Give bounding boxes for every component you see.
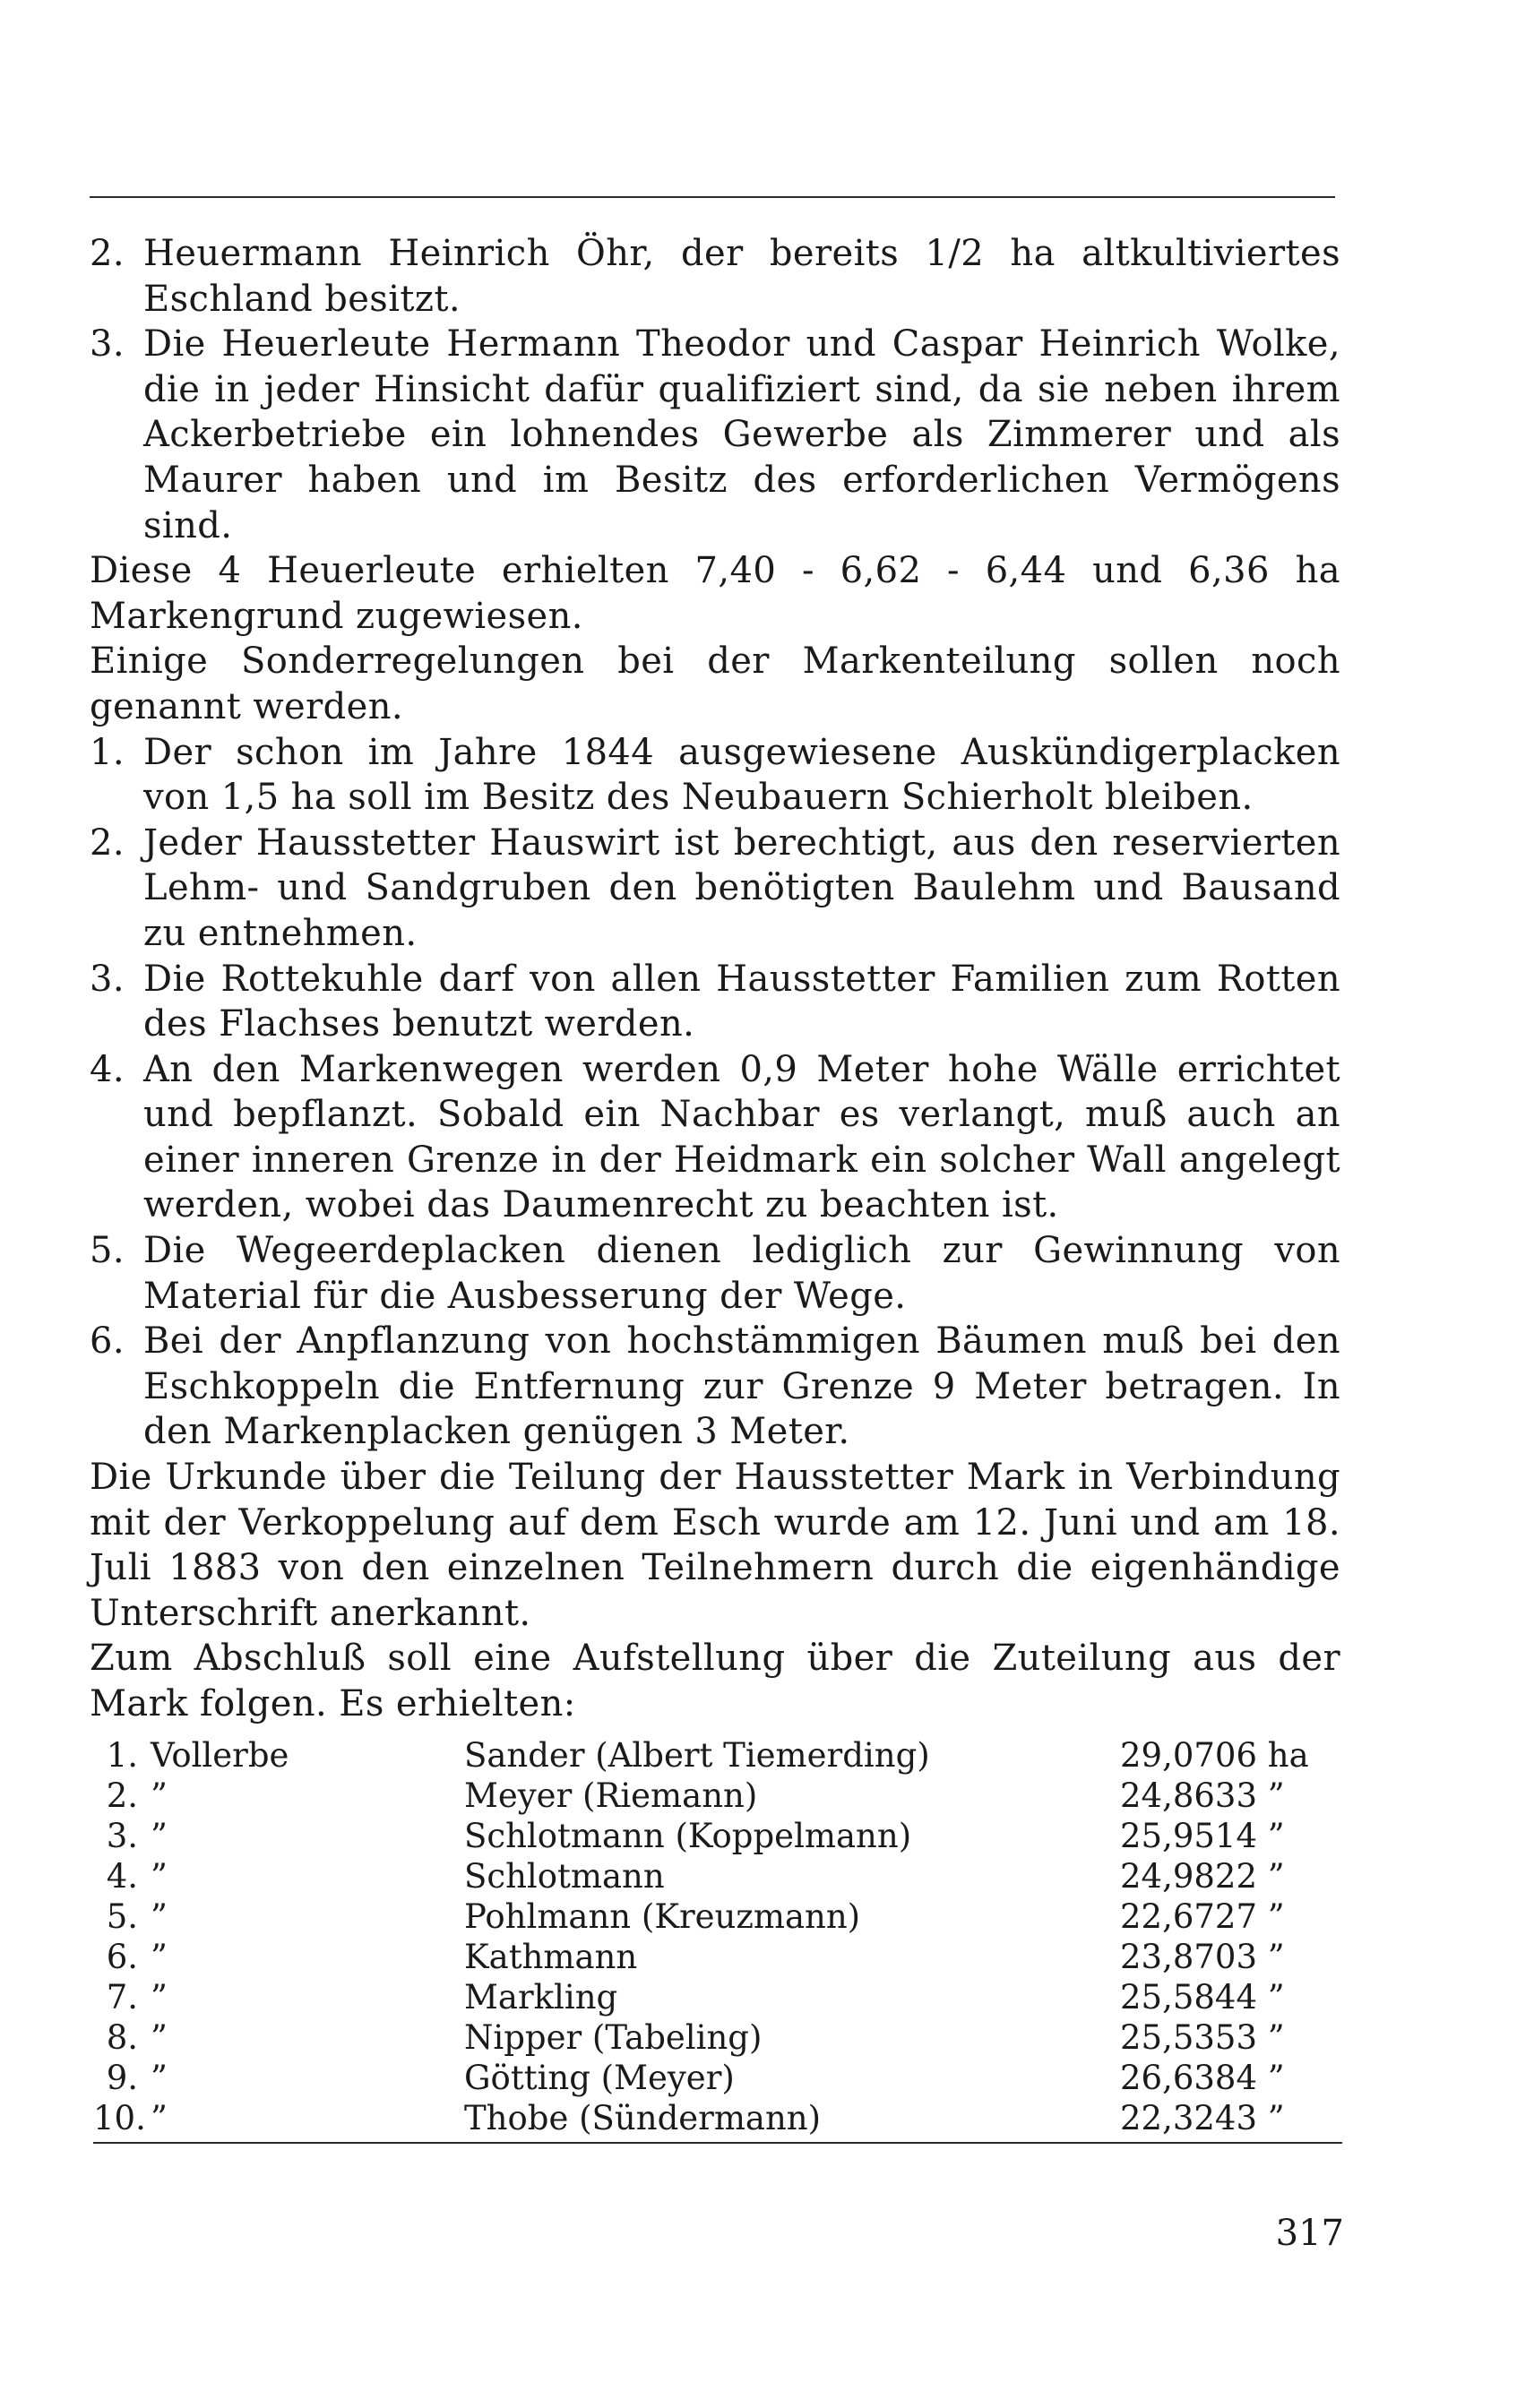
row-class: ” <box>151 2018 168 2057</box>
row-name: Schlotmann (Koppelmann) <box>464 1817 912 1855</box>
row-area: 25,5844 ” <box>1120 1978 1285 2017</box>
rule-item-number: 3. <box>90 958 125 1000</box>
paragraph-urkunde: Die Urkunde über die Teilung der Hausstetter Mark in Verbindung mit der Verkoppelung auf dem Esch wurde am 12. Juni und am 18. Juli 1883 von den einzelnen Teilnehmern durch die eigenhändige Unterschrift anerkannt. <box>90 1457 1340 1634</box>
rule-item-text: Bei der Anpflanzung von hochstämmigen Bäumen muß bei den Eschkoppeln die Entfernung zur Grenze 9 Meter betragen. In den Markenplacken genügen 3 Meter. <box>143 1320 1340 1453</box>
table-row <box>93 2098 1342 2138</box>
list-item-number: 2. <box>90 233 125 274</box>
row-number: 3. <box>106 1817 138 1855</box>
rule-item-number: 4. <box>90 1048 125 1090</box>
rule-item-text: Der schon im Jahre 1844 ausgewiesene Auskündigerplacken von 1,5 ha soll im Besitz des Neubauern Schierholt bleiben. <box>143 731 1340 819</box>
rule-item <box>90 730 1340 821</box>
rule-item-text: Jeder Hausstetter Hauswirt ist berechtigt, aus den reservierten Lehm- und Sandgruben den benötigten Baulehm und Bausand zu entnehmen. <box>143 821 1340 954</box>
list-item-number: 3. <box>90 323 125 366</box>
table-row <box>93 1735 1342 1776</box>
row-number: 6. <box>106 1938 138 1976</box>
row-area: 29,0706 ha <box>1120 1736 1309 1775</box>
rule-item <box>90 1047 1340 1228</box>
row-class: Vollerbe <box>151 1736 289 1775</box>
row-number: 7. <box>106 1978 138 2017</box>
rule-item-text: Die Wegeerdeplacken dienen lediglich zur Gewinnung von Material für die Ausbesserung der Wege. <box>143 1230 1340 1317</box>
table-row <box>93 2017 1342 2058</box>
rule-item-number: 5. <box>90 1230 125 1272</box>
table-row <box>93 1896 1342 1937</box>
row-name: Nipper (Tabeling) <box>464 2018 763 2057</box>
list-item-heuerleute-wolke <box>90 322 1340 548</box>
row-area: 22,3243 ” <box>1120 2099 1285 2137</box>
row-class: ” <box>151 1776 168 1815</box>
table-row <box>93 2058 1342 2098</box>
row-area: 24,8633 ” <box>1120 1776 1285 1815</box>
row-number: 9. <box>106 2059 138 2097</box>
row-name: Pohlmann (Kreuzmann) <box>464 1897 861 1936</box>
rule-item-number: 2. <box>90 821 125 864</box>
row-number: 5. <box>106 1897 138 1936</box>
rule-item-number: 1. <box>90 731 125 773</box>
row-class: ” <box>151 1817 168 1855</box>
row-class: ” <box>151 1857 168 1896</box>
top-rule <box>90 196 1335 198</box>
rule-item <box>90 957 1340 1047</box>
rule-item <box>90 821 1340 957</box>
table-row <box>93 1977 1342 2017</box>
row-name: Meyer (Riemann) <box>464 1776 758 1815</box>
list-item-heuermann-oehr <box>90 231 1340 322</box>
row-area: 22,6727 ” <box>1120 1897 1285 1936</box>
row-name: Schlotmann <box>464 1857 665 1896</box>
page-number: 317 <box>1275 2213 1344 2254</box>
row-area: 25,5353 ” <box>1120 2018 1285 2057</box>
row-number: 10. <box>93 2099 146 2137</box>
row-class: ” <box>151 2059 168 2097</box>
row-class: ” <box>151 2099 168 2137</box>
list-item-text: Die Heuerleute Hermann Theodor und Caspar Heinrich Wolke, die in jeder Hinsicht dafür qualifiziert sind, da sie neben ihrem Ackerbetriebe ein lohnendes Gewerbe als Zimmerer und als Maurer haben und im Besitz des erforderlichen Vermögens sind. <box>143 323 1340 546</box>
row-name: Thobe (Sündermann) <box>464 2099 822 2137</box>
row-class: ” <box>151 1978 168 2017</box>
table-row <box>93 1816 1342 1856</box>
rule-item-text: Die Rottekuhle darf von allen Hausstetter Familien zum Rotten des Flachses benutzt werden. <box>143 958 1340 1045</box>
bottom-rule <box>93 2142 1342 2144</box>
paragraph-allocation-heuerleute: Diese 4 Heuerleute erhielten 7,40 - 6,62 - 6,44 und 6,36 ha Markengrund zugewiesen. <box>90 550 1340 637</box>
row-class: ” <box>151 1897 168 1936</box>
row-area: 24,9822 ” <box>1120 1857 1285 1896</box>
row-area: 25,9514 ” <box>1120 1817 1285 1855</box>
row-number: 4. <box>106 1857 138 1896</box>
paragraph-sonderregelungen-intro: Einige Sonderregelungen bei der Markenteilung sollen noch genannt werden. <box>90 641 1340 727</box>
main-text <box>90 231 1340 1727</box>
rule-item <box>90 1228 1340 1319</box>
rule-item-text: An den Markenwegen werden 0,9 Meter hohe Wälle errichtet und bepflanzt. Sobald ein Nachbar es verlangt, muß auch an einer inneren Grenze in der Heidmark ein solcher Wall angelegt werden, wobei das Daumenrecht zu beachten ist. <box>143 1048 1340 1226</box>
table-row <box>93 1776 1342 1816</box>
table-row <box>93 1937 1342 1977</box>
row-name: Götting (Meyer) <box>464 2059 735 2097</box>
row-name: Sander (Albert Tiemerding) <box>464 1736 930 1775</box>
row-number: 2. <box>106 1776 138 1815</box>
row-number: 1. <box>106 1736 138 1775</box>
rule-item-number: 6. <box>90 1320 125 1363</box>
row-area: 26,6384 ” <box>1120 2059 1285 2097</box>
rule-item <box>90 1319 1340 1455</box>
list-item-text: Heuermann Heinrich Öhr, der bereits 1/2 ha altkultiviertes Eschland besitzt. <box>143 233 1340 320</box>
row-area: 23,8703 ” <box>1120 1938 1285 1976</box>
table-row <box>93 1856 1342 1896</box>
row-name: Kathmann <box>464 1938 638 1976</box>
paragraph-aufstellung-intro: Zum Abschluß soll eine Aufstellung über die Zuteilung aus der Mark folgen. Es erhielten: <box>90 1638 1340 1724</box>
allocation-table <box>93 1735 1342 2138</box>
row-class: ” <box>151 1938 168 1976</box>
row-number: 8. <box>106 2018 138 2057</box>
row-name: Markling <box>464 1978 618 2017</box>
